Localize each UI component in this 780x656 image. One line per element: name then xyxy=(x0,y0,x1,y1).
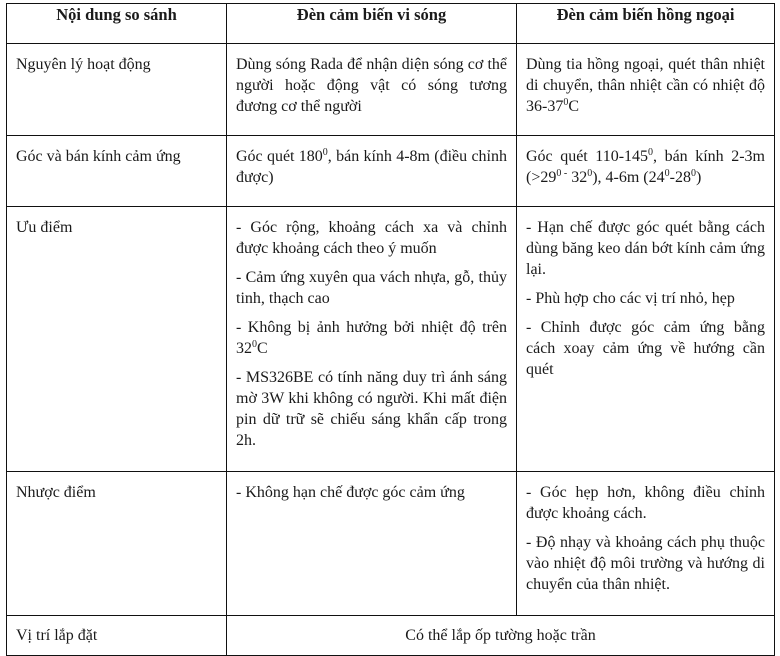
text-part: , bán kính 2-3m (>29 xyxy=(526,148,765,186)
cell-microwave xyxy=(227,207,517,472)
superscript-degree: 0 - xyxy=(556,168,568,179)
list-item: - Góc rộng, khoảng cách xa và chỉnh được khoảng cách theo ý muốn xyxy=(236,219,507,257)
cell-microwave xyxy=(227,472,517,616)
cell-microwave xyxy=(227,136,517,207)
row-label: Vị trí lắp đặt xyxy=(7,616,227,656)
text-part: , bán kính 4-8m (điều chỉnh được) xyxy=(236,148,508,186)
list-item: - Chỉnh được góc cảm ứng bằng cách xoay cảm ứng về hướng cần quét xyxy=(526,319,765,378)
text-part: 32 xyxy=(567,169,588,186)
cell-microwave xyxy=(227,44,517,136)
text-part: Góc quét 110-145 xyxy=(526,148,649,165)
superscript-degree: 0 xyxy=(648,147,654,158)
header-criteria: Nội dung so sánh xyxy=(7,4,227,44)
table-row-angle-radius xyxy=(7,136,775,207)
row-label: Ưu điểm xyxy=(7,207,227,472)
cell-infrared xyxy=(517,207,775,472)
cell-text: Dùng sóng Rada để nhận diện sóng cơ thể người hoặc động vật có sóng tương đương cơ thể người xyxy=(236,56,507,115)
table-row-advantages xyxy=(7,207,775,472)
row-label: Nhược điểm xyxy=(7,472,227,616)
list-item xyxy=(236,317,507,359)
text-part: C xyxy=(568,98,579,115)
superscript-degree: 0 xyxy=(664,168,670,179)
superscript-degree: 0 xyxy=(690,168,696,179)
cell-infrared xyxy=(517,44,775,136)
list-item: - Độ nhạy và khoảng cách phụ thuộc vào nhiệt độ môi trường và hướng di chuyển của thân nhiệt. xyxy=(526,534,765,593)
list-item: - Hạn chế được góc quét bằng cách dùng băng keo dán bớt kính cảm ứng lại. xyxy=(526,219,765,278)
cell-infrared xyxy=(517,136,775,207)
table-row-operating-principle xyxy=(7,44,775,136)
superscript-degree: 0 xyxy=(563,97,569,108)
cell-text xyxy=(526,54,765,117)
text-part: Góc quét 180 xyxy=(236,148,323,165)
header-infrared-sensor: Đèn cảm biến hồng ngoại xyxy=(517,4,775,44)
cell-text xyxy=(236,146,507,188)
text-part: ), 4-6m (24 xyxy=(592,169,665,186)
cell-text xyxy=(526,146,765,188)
list-item: - Góc hẹp hơn, không điều chỉnh được khoảng cách. xyxy=(526,484,765,522)
text-part: - Không bị ảnh hưởng bởi nhiệt độ trên 32 xyxy=(236,319,507,357)
table-row-installation xyxy=(7,616,775,656)
text-part: Dùng tia hồng ngoại, quét thân nhiệt di chuyển, thân nhiệt cần có nhiệt độ 36-37 xyxy=(526,56,765,115)
list-item: - Cảm ứng xuyên qua vách nhựa, gỗ, thủy tinh, thạch cao xyxy=(236,269,507,307)
text-part: -28 xyxy=(669,169,691,186)
table-row-disadvantages xyxy=(7,472,775,616)
text-part: ) xyxy=(695,169,702,186)
cell-merged-installation: Có thể lắp ốp tường hoặc trần xyxy=(227,616,775,656)
row-label: Nguyên lý hoạt động xyxy=(7,44,227,136)
text-part: C xyxy=(257,340,268,357)
superscript-degree: 0 xyxy=(252,339,257,350)
list-item: - Phù hợp cho các vị trí nhỏ, hẹp xyxy=(526,290,735,307)
header-row xyxy=(7,4,775,44)
comparison-table xyxy=(6,3,775,656)
superscript-degree: 0 xyxy=(322,147,328,158)
superscript-degree: 0 xyxy=(587,168,593,179)
cell-infrared xyxy=(517,472,775,616)
list-item: - Không hạn chế được góc cảm ứng xyxy=(236,484,465,501)
row-label: Góc và bán kính cảm ứng xyxy=(7,136,227,207)
header-microwave-sensor: Đèn cảm biến vi sóng xyxy=(227,4,517,44)
list-item: - MS326BE có tính năng duy trì ánh sáng mờ 3W khi không có người. Khi mất điện pin dữ trữ sẽ chiếu sáng khẩn cấp trong 2h. xyxy=(236,369,507,449)
